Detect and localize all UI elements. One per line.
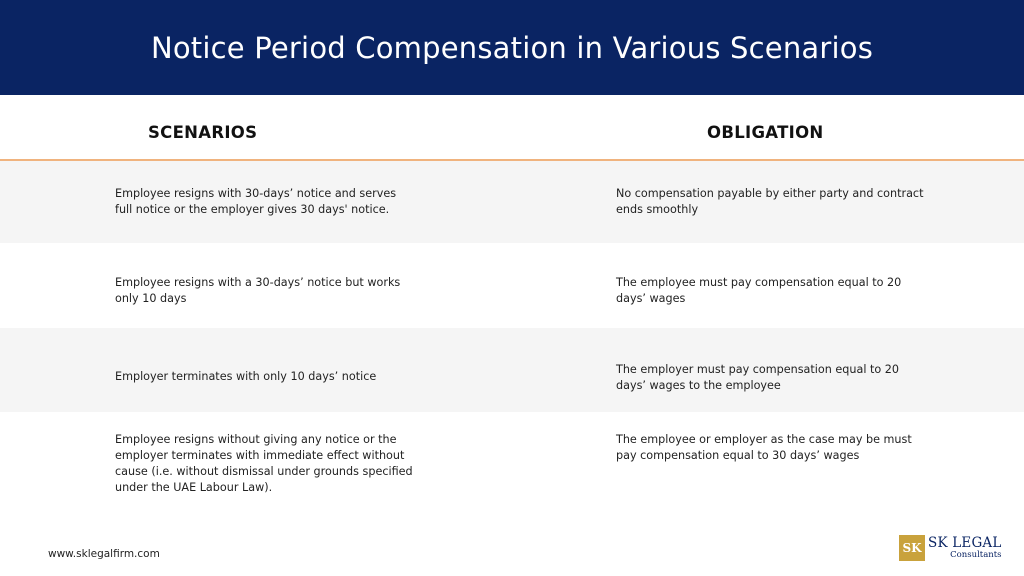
title-banner <box>0 0 1024 95</box>
column-header-obligation: OBLIGATION <box>707 123 824 142</box>
company-logo <box>899 535 1002 561</box>
obligation-cell: No compensation payable by either party and contract ends smoothly <box>616 187 924 216</box>
scenario-cell: Employee resigns with 30-days’ notice and serves full notice or the employer gives 30 days' notice. <box>115 187 397 216</box>
table-row <box>0 161 1024 243</box>
website-link[interactable]: www.sklegalfirm.com <box>48 548 160 560</box>
obligation-cell: The employer must pay compensation equal to 20 days’ wages to the employee <box>616 363 900 392</box>
logo-text <box>928 536 1002 560</box>
column-header-scenarios: SCENARIOS <box>148 123 258 142</box>
logo-subtitle: Consultants <box>950 550 1002 560</box>
logo-name: SK LEGAL <box>928 535 1002 551</box>
obligation-cell: The employee must pay compensation equal to 20 days’ wages <box>616 276 902 305</box>
logo-mark: SK <box>899 535 925 561</box>
scenario-cell: Employee resigns with a 30-days’ notice but works only 10 days <box>115 276 401 305</box>
obligation-cell: The employee or employer as the case may be must pay compensation equal to 30 days’ wages <box>616 433 912 462</box>
page-title: Notice Period Compensation in Various Scenarios <box>150 30 874 65</box>
table-row <box>0 243 1024 328</box>
scenario-cell: Employer terminates with only 10 days’ notice <box>115 370 377 383</box>
scenario-cell: Employee resigns without giving any notice or the employer terminates with immediate effect without cause (i.e. without dismissal under grounds specified under the UAE Labour Law). <box>115 433 413 494</box>
table-row <box>0 412 1024 502</box>
table-row <box>0 328 1024 412</box>
